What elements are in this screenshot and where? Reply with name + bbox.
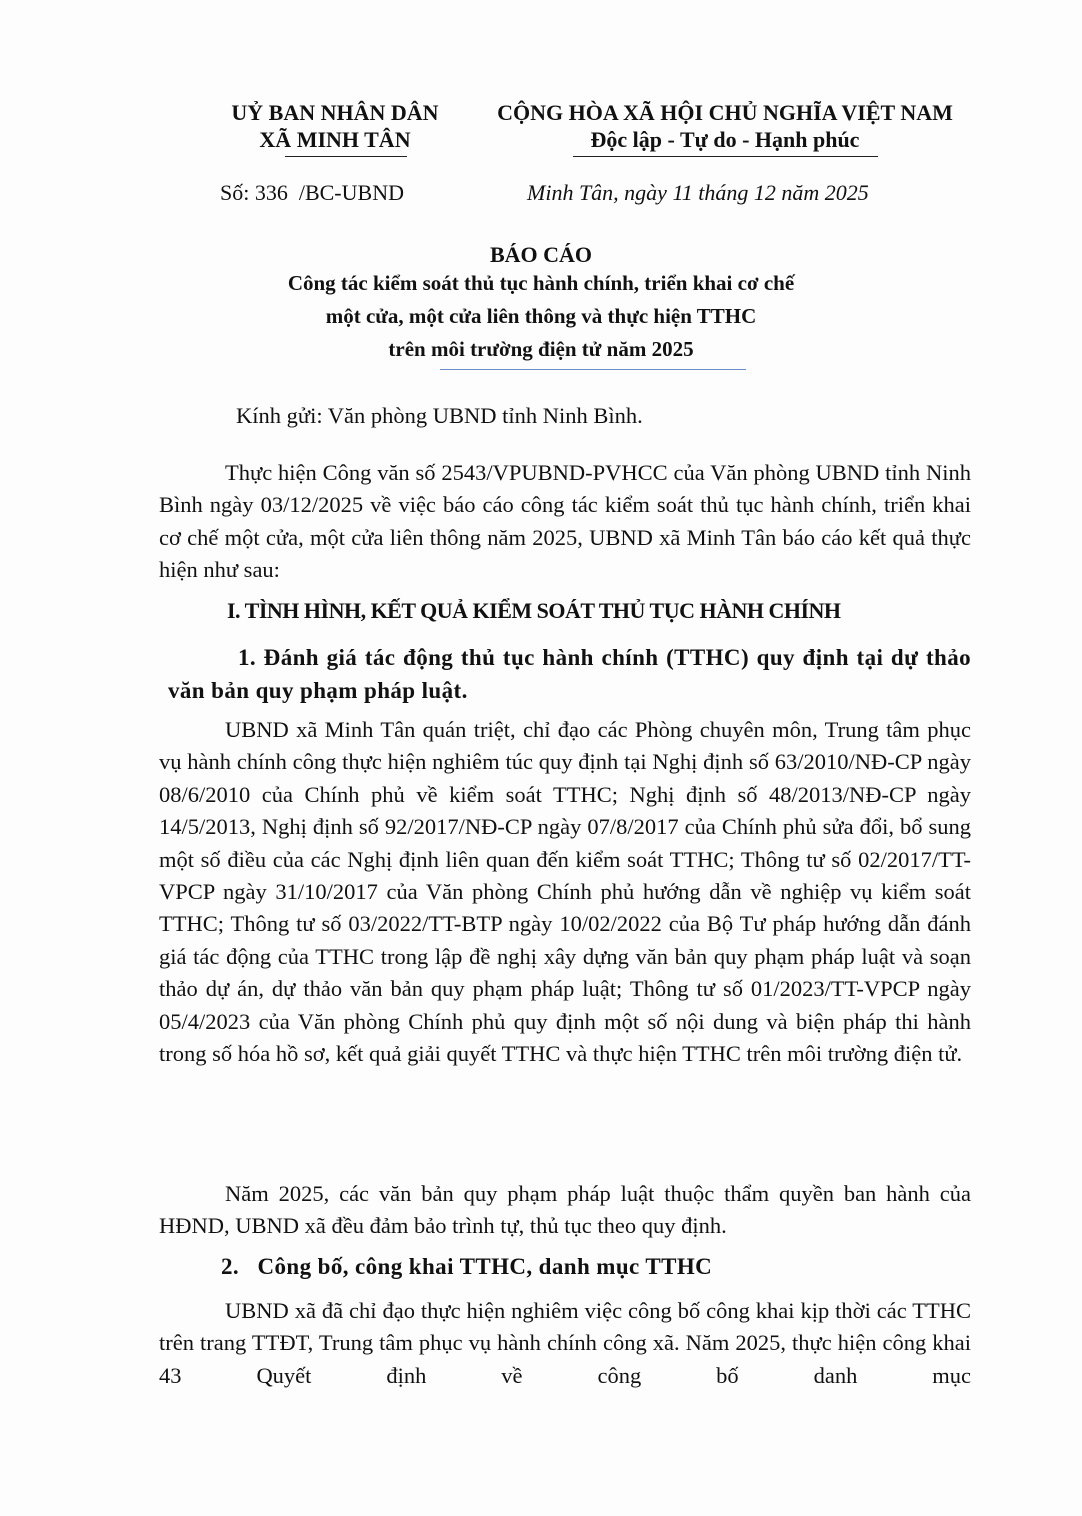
issuer-name: UỶ BAN NHÂN DÂN xyxy=(231,100,439,125)
report-title: BÁO CÁO xyxy=(489,242,593,267)
subsection-2-heading: 2. Công bố, công khai TTHC, danh mục TTHC xyxy=(221,1254,713,1279)
report-subtitle-line2: một cửa, một cửa liên thông và thực hiện TTHC xyxy=(325,304,757,328)
recipient: Kính gửi: Văn phòng UBND tỉnh Ninh Bình. xyxy=(236,403,643,428)
national-title: CỘNG HÒA XÃ HỘI CHỦ NGHĨA VIỆT NAM xyxy=(497,100,953,125)
title-underline xyxy=(440,369,746,370)
national-motto: Độc lập - Tự do - Hạnh phúc xyxy=(590,127,860,152)
subsection-1-heading: 1. Đánh giá tác động thủ tục hành chính (TTHC) quy định tại dự thảo văn bản quy phạm pháp luật. xyxy=(168,645,971,703)
document-date: Minh Tân, ngày 11 tháng 12 năm 2025 xyxy=(527,180,869,205)
report-subtitle-line1: Công tác kiểm soát thủ tục hành chính, triển khai cơ chế xyxy=(287,271,795,295)
subsection-1-paragraph-2: Năm 2025, các văn bản quy phạm pháp luật thuộc thẩm quyền ban hành của HĐND, UBND xã đều đảm bảo trình tự, thủ tục theo quy định. xyxy=(159,1181,971,1239)
issuer-underline xyxy=(285,156,407,157)
document-number: Số: 336 /BC-UBND xyxy=(220,180,404,205)
intro-paragraph: Thực hiện Công văn số 2543/VPUBND-PVHCC của Văn phòng UBND tỉnh Ninh Bình ngày 03/12/2025 về việc báo cáo công tác kiểm soát thủ tục hành chính, triển khai cơ chế một cửa, một cửa liên thông năm 2025, UBND xã Minh Tân báo cáo kết quả thực hiện như sau: xyxy=(159,460,971,583)
report-subtitle-line3: trên môi trường điện tử năm 2025 xyxy=(388,337,694,361)
issuer-commune: XÃ MINH TÂN xyxy=(259,127,411,152)
section-heading: I. TÌNH HÌNH, KẾT QUẢ KIỂM SOÁT THỦ TỤC HÀNH CHÍNH xyxy=(227,598,841,623)
subsection-2-paragraph-1: UBND xã đã chỉ đạo thực hiện nghiêm việc công bố công khai kịp thời các TTHC trên trang TTĐT, Trung tâm phục vụ hành chính công xã. Năm 2025, thực hiện công khai 43 Quyết định về công bố danh mục xyxy=(159,1298,971,1388)
subsection-1-paragraph-1: UBND xã Minh Tân quán triệt, chỉ đạo các Phòng chuyên môn, Trung tâm phục vụ hành chính công thực hiện nghiêm túc quy định tại Nghị định số 63/2010/NĐ-CP ngày 08/6/2010 của Chính phủ về kiểm soát TTHC; Nghị định số 48/2013/NĐ-CP ngày 14/5/2013, Nghị định số 92/2017/NĐ-CP ngày 07/8/2017 của Chính phủ sửa đổi, bổ sung một số điều của các Nghị định liên quan đến kiểm soát TTHC; Thông tư số 02/2017/TT-VPCP ngày 31/10/2017 của Văn phòng Chính phủ hướng dẫn về nghiệp vụ kiểm soát TTHC; Thông tư số 03/2022/TT-BTP ngày 10/02/2022 của Bộ Tư pháp hướng dẫn đánh giá tác động của TTHC trong lập đề nghị xây dựng văn bản quy phạm pháp luật và soạn thảo dự án, dự thảo văn bản quy phạm pháp luật; Thông tư số 01/2023/TT-VPCP ngày 05/4/2023 của Văn phòng Chính phủ quy định một số nội dung và biện pháp thi hành trong số hóa hồ sơ, kết quả giải quyết TTHC và thực hiện TTHC trên môi trường điện tử. xyxy=(159,717,971,1067)
motto-underline xyxy=(573,156,878,157)
